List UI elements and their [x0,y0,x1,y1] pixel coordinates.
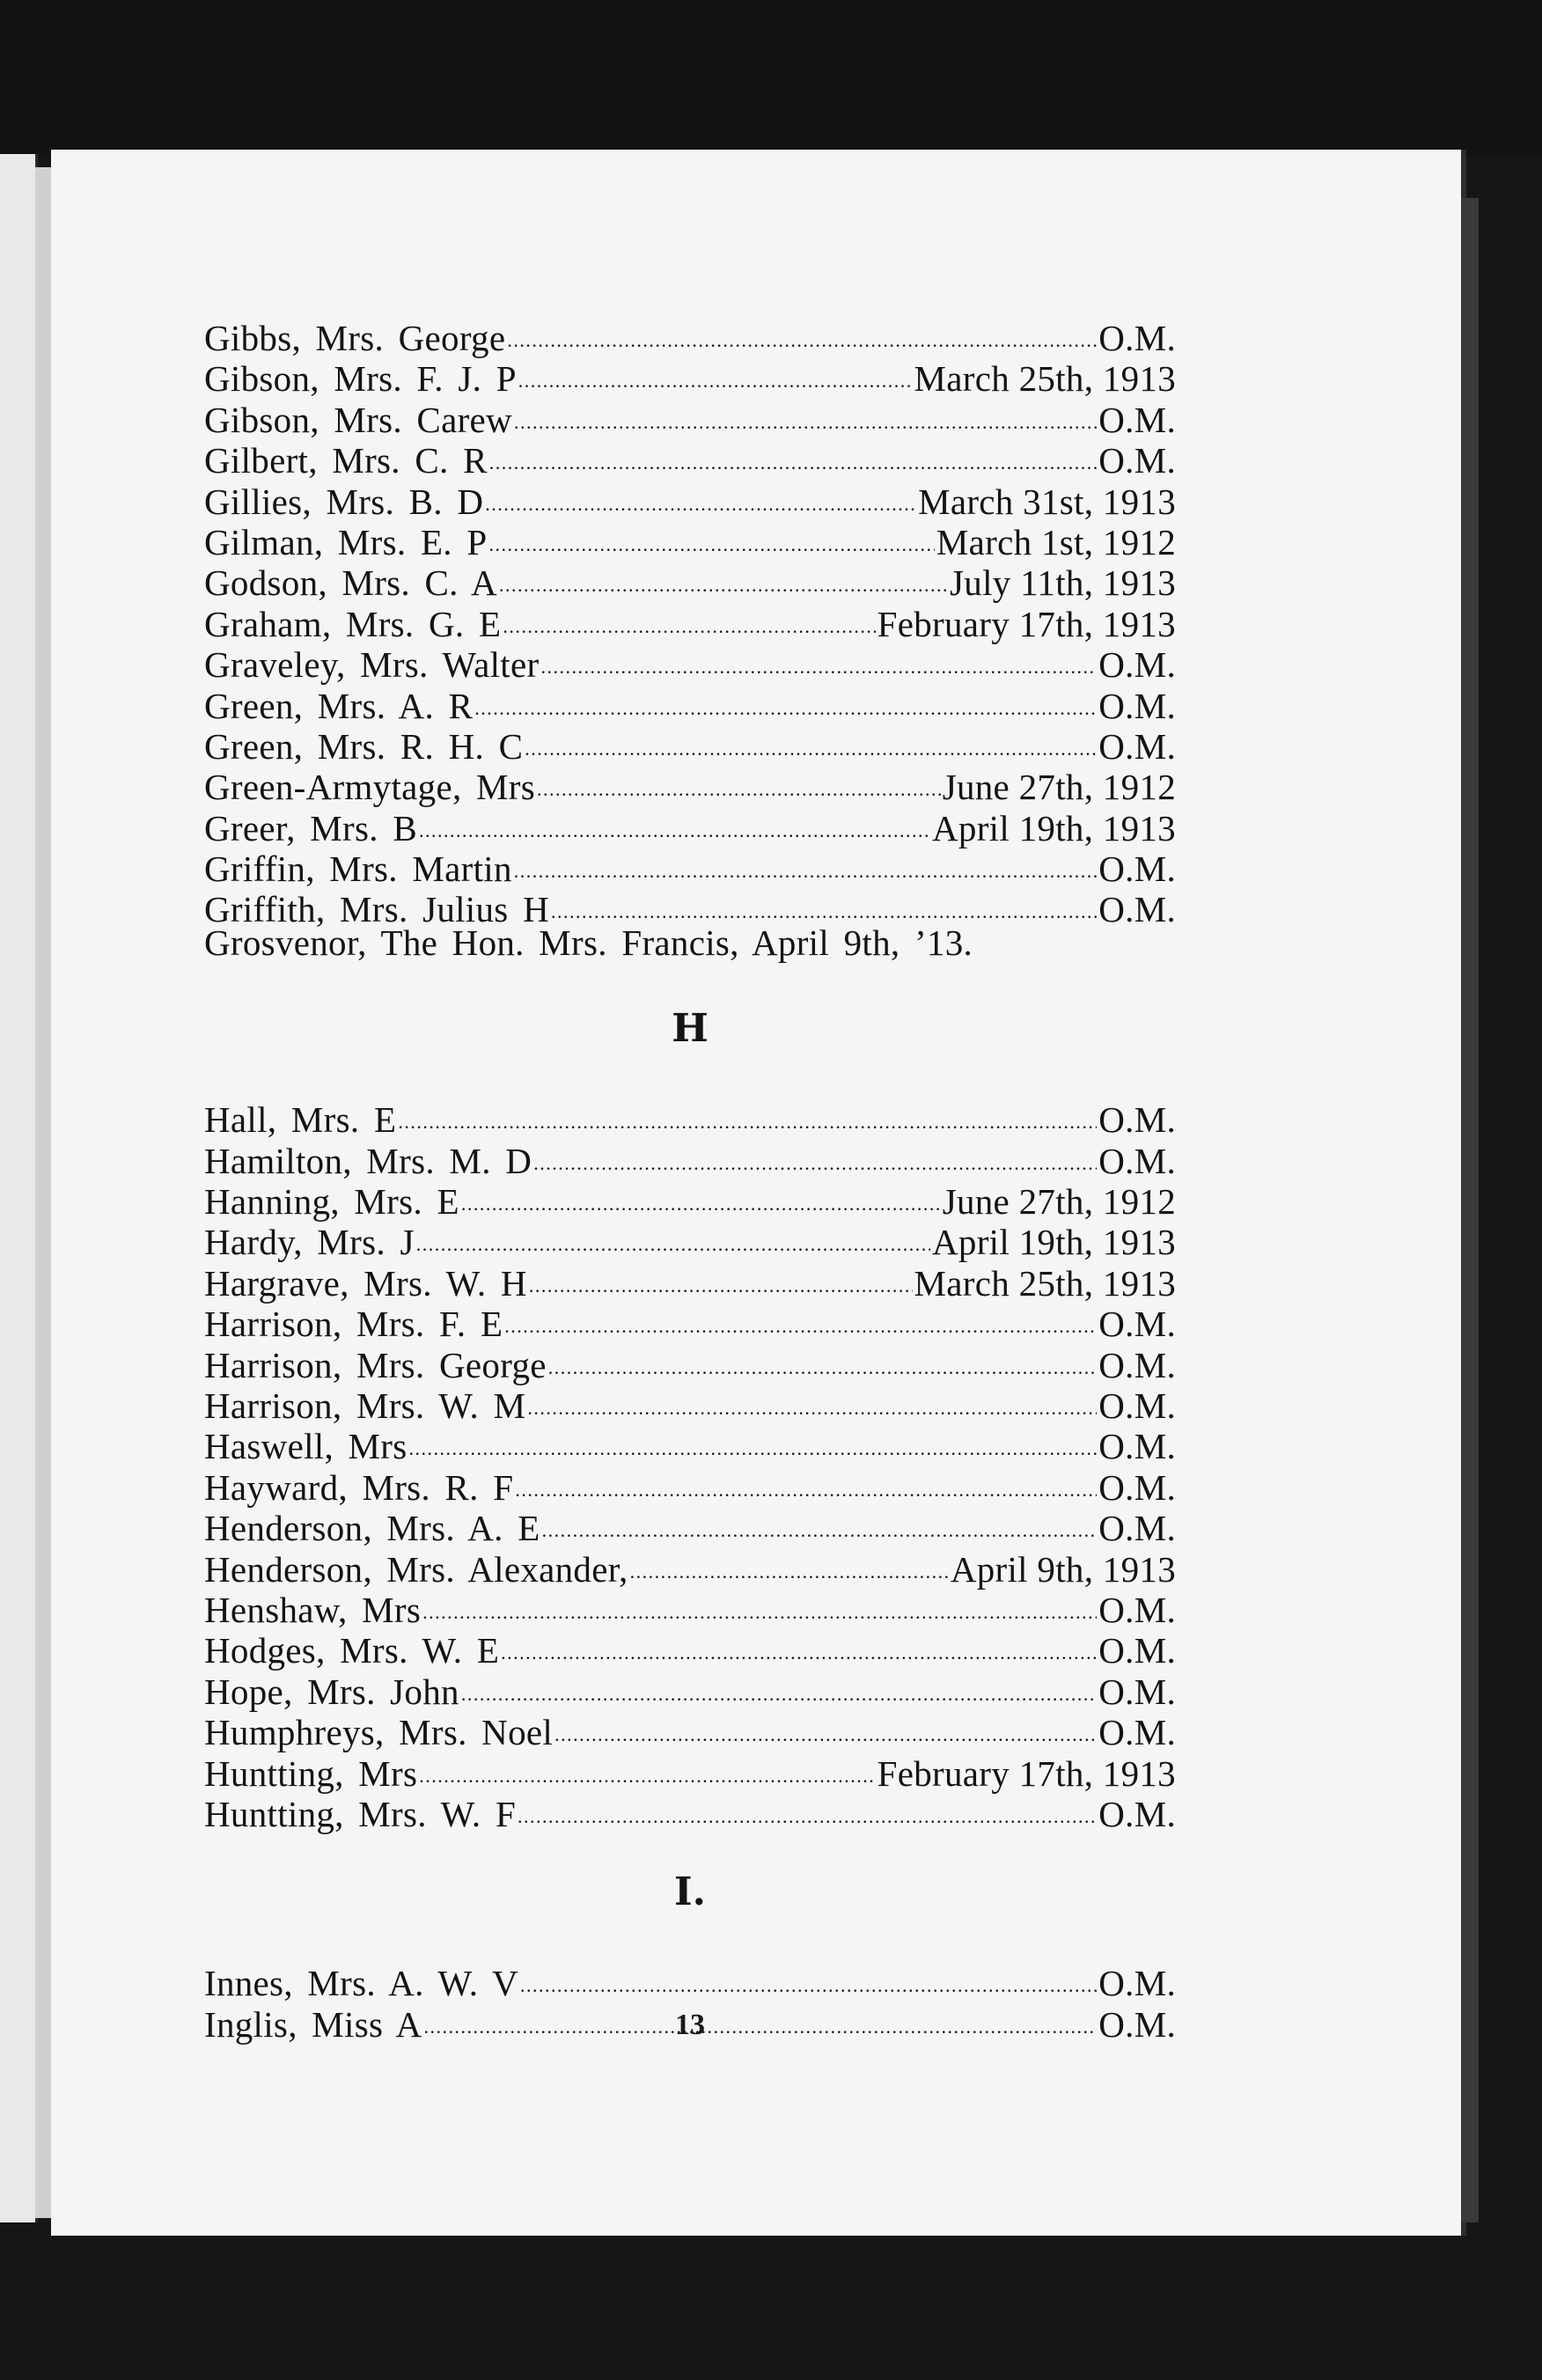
member-name: Gilbert, Mrs. C. R [204,440,488,481]
dot-leader [630,1541,949,1582]
dot-leader [489,432,1097,473]
member-name: Gibson, Mrs. F. J. P [204,358,517,400]
list-entry [204,1955,1176,2004]
dot-leader [527,1377,1097,1418]
member-status: O.M. [1098,318,1176,358]
page-gutter [35,167,51,2218]
member-name: Gillies, Mrs. B. D [204,481,484,522]
member-name: Graham, Mrs. G. E [204,603,502,644]
member-name: Henderson, Mrs. Alexander, [204,1548,628,1590]
member-status: March 25th, 1913 [914,1262,1176,1304]
member-name: Harrison, Mrs. W. M [204,1385,526,1426]
member-name: Griffin, Mrs. Martin [204,848,512,890]
dot-leader [489,514,935,555]
dot-leader [461,1173,941,1214]
dot-leader [474,678,1097,718]
member-status: O.M. [1098,1963,1176,2004]
member-status: April 9th, 1913 [950,1548,1176,1590]
dot-leader [537,759,941,799]
member-status: March 1st, 1912 [936,521,1176,562]
section-heading-i: I. [674,1869,706,1915]
member-status: June 27th, 1912 [942,1181,1176,1223]
member-name: Hamilton, Mrs. M. D [204,1140,532,1181]
dot-leader [520,1955,1097,1995]
member-status: O.M. [1098,1793,1176,1834]
list-entry [204,1091,1176,1141]
dot-leader [422,1582,1097,1622]
section-g [204,310,1176,963]
dot-leader [501,1622,1097,1663]
list-entry-full [204,922,1176,963]
dot-leader [542,1500,1098,1540]
member-status: February 17th, 1913 [877,603,1176,644]
member-name: Hodges, Mrs. W. E [204,1630,500,1671]
section-h [204,1091,1176,1834]
member-status: O.M. [1098,848,1176,890]
member-status: O.M. [1098,685,1176,726]
member-status: April 19th, 1913 [932,1222,1176,1263]
previous-page-edge [0,154,38,2222]
dot-leader [518,350,913,391]
member-name: Gibbs, Mrs. George [204,318,506,358]
dot-leader [416,1214,930,1254]
dot-leader [515,1459,1097,1500]
dot-leader [461,1664,1097,1704]
member-name: Godson, Mrs. C. A [204,562,497,604]
dot-leader [551,881,1097,922]
member-status: O.M. [1098,1304,1176,1345]
member-status: O.M. [1098,1140,1176,1181]
dot-leader [398,1091,1097,1132]
dot-leader [529,1255,913,1296]
member-status: O.M. [1098,1099,1176,1141]
member-status: O.M. [1098,1712,1176,1753]
member-status: O.M. [1098,399,1176,440]
dot-leader [507,310,1097,350]
dot-leader [503,596,875,636]
dot-leader [504,1296,1097,1336]
member-status: O.M. [1098,440,1176,481]
member-status: O.M. [1098,1466,1176,1508]
member-name: Humphreys, Mrs. Noel [204,1712,554,1753]
member-status: O.M. [1098,644,1176,686]
dot-leader [514,841,1097,881]
member-name: Haswell, Mrs [204,1426,408,1467]
dot-leader [419,1745,875,1786]
list-entry [204,310,1176,358]
member-name: Hall, Mrs. E [204,1099,397,1141]
member-line: Grosvenor, The Hon. Mrs. Francis, April 9th, ’13. [204,922,973,963]
member-status: O.M. [1098,1426,1176,1467]
member-name: Gibson, Mrs. Carew [204,399,512,440]
dot-leader [540,636,1097,677]
dot-leader [499,555,948,595]
member-status: March 31st, 1913 [918,481,1176,522]
dot-leader [533,1133,1097,1173]
dot-leader [419,800,930,841]
dot-leader [409,1418,1098,1458]
dot-leader [525,718,1097,759]
member-name: Gilman, Mrs. E. P [204,521,488,562]
member-status: O.M. [1098,2003,1176,2045]
member-name: Green-Armytage, Mrs [204,767,536,808]
member-status: O.M. [1098,1671,1176,1712]
scan-background [0,0,1542,154]
member-name: Inglis, Miss A [204,2003,422,2045]
member-name: Harrison, Mrs. George [204,1344,547,1385]
member-status: O.M. [1098,1589,1176,1630]
member-name: Hayward, Mrs. R. F [204,1466,514,1508]
dot-leader [554,1704,1097,1745]
member-name: Green, Mrs. A. R [204,685,474,726]
member-status: March 25th, 1913 [914,358,1176,400]
member-name: Innes, Mrs. A. W. V [204,1963,518,2004]
dot-leader [518,1786,1097,1826]
member-name: Green, Mrs. R. H. C [204,725,524,767]
member-status: O.M. [1098,889,1176,930]
member-name: Henshaw, Mrs [204,1589,422,1630]
member-status: February 17th, 1913 [877,1752,1176,1794]
member-list [204,310,1176,2045]
page-right-edge [1461,198,1479,2222]
member-status: June 27th, 1912 [942,767,1176,808]
member-status: April 19th, 1913 [932,807,1176,848]
member-status: O.M. [1098,1508,1176,1549]
member-name: Greer, Mrs. B [204,807,417,848]
dot-leader [548,1337,1097,1377]
member-name: Hargrave, Mrs. W. H [204,1262,527,1304]
member-status: O.M. [1098,1344,1176,1385]
member-status: July 11th, 1913 [950,562,1176,604]
member-name: Henderson, Mrs. A. E [204,1508,540,1549]
dot-leader [514,392,1097,432]
member-name: Huntting, Mrs. W. F [204,1793,517,1834]
member-name: Griffith, Mrs. Julius H [204,889,550,930]
member-status: O.M. [1098,725,1176,767]
member-name: Huntting, Mrs [204,1752,418,1794]
page-number: 13 [675,2009,705,2041]
member-name: Hardy, Mrs. J [204,1222,415,1263]
member-name: Hanning, Mrs. E [204,1181,459,1223]
member-status: O.M. [1098,1630,1176,1671]
member-name: Hope, Mrs. John [204,1671,459,1712]
member-status: O.M. [1098,1385,1176,1426]
member-name: Graveley, Mrs. Walter [204,644,540,686]
dot-leader [485,474,916,514]
section-heading-h: H [672,1006,709,1052]
member-name: Harrison, Mrs. F. E [204,1304,503,1345]
